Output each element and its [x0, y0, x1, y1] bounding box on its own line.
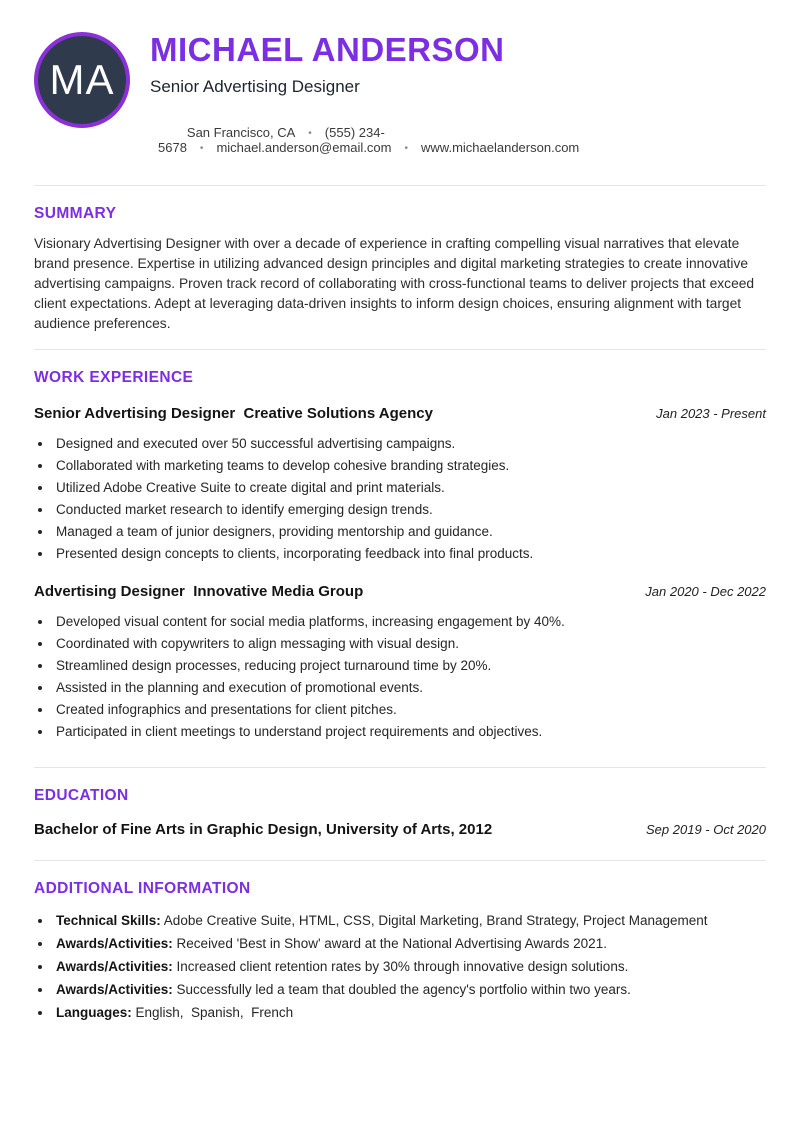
- education-dates: Sep 2019 - Oct 2020: [646, 822, 766, 838]
- contact-website: www.michaelanderson.com: [421, 140, 580, 156]
- job-bullet: • Assisted in the planning and execution of promotional events.: [53, 677, 766, 699]
- divider: [34, 349, 766, 350]
- job-header: [34, 583, 766, 600]
- info-label: Awards/Activities:: [56, 982, 173, 998]
- resume-header: [34, 30, 766, 170]
- job-bullet: • Designed and executed over 50 successful advertising campaigns.: [53, 433, 766, 455]
- job-header: [34, 405, 766, 422]
- dot-separator-icon: •: [308, 128, 312, 140]
- job-dates: Jan 2023 - Present: [656, 406, 766, 422]
- avatar-initials: MA: [49, 56, 115, 103]
- info-label: Awards/Activities:: [56, 959, 173, 975]
- work-experience-heading: WORK EXPERIENCE: [34, 369, 194, 387]
- info-label: Technical Skills:: [56, 913, 161, 929]
- additional-info-item: [53, 932, 766, 955]
- job-bullet: • Participated in client meetings to understand project requirements and objectives.: [53, 721, 766, 743]
- job-entry: [34, 583, 766, 743]
- additional-information-heading: ADDITIONAL INFORMATION: [34, 880, 251, 898]
- info-text: English, Spanish, French: [131, 1005, 294, 1021]
- info-text: Adobe Creative Suite, HTML, CSS, Digital Marketing, Brand Strategy, Project Management: [160, 913, 708, 929]
- info-label: Awards/Activities:: [56, 936, 173, 952]
- education-heading: EDUCATION: [34, 787, 129, 805]
- info-text: Received 'Best in Show' award at the National Advertising Awards 2021.: [172, 936, 607, 952]
- section-additional-information: [34, 880, 766, 1024]
- job-dates: Jan 2020 - Dec 2022: [645, 584, 766, 600]
- contact-row: [158, 110, 766, 170]
- dot-separator-icon: •: [404, 143, 409, 155]
- avatar: [34, 32, 130, 128]
- section-summary: [34, 205, 766, 334]
- job-bullet: • Conducted market research to identify emerging design trends.: [53, 499, 766, 521]
- education-degree: Bachelor of Fine Arts in Graphic Design, University of Arts, 2012: [34, 821, 493, 839]
- job-title-company: Senior Advertising Designer Creative Solutions Agency: [34, 405, 433, 423]
- additional-info-list: [34, 909, 766, 1024]
- job-title-company: Advertising Designer Innovative Media Group: [34, 583, 364, 601]
- info-text: Increased client retention rates by 30% through innovative design solutions.: [172, 959, 629, 975]
- job-bullet: • Presented design concepts to clients, incorporating feedback into final products.: [53, 543, 766, 565]
- info-label: Languages:: [56, 1005, 132, 1021]
- section-education: [34, 787, 766, 838]
- section-work-experience: [34, 369, 766, 743]
- divider: [34, 860, 766, 861]
- additional-info-item: [53, 1001, 766, 1024]
- job-entry: [34, 405, 766, 565]
- job-bullet-list: [34, 433, 766, 565]
- job-bullet: • Managed a team of junior designers, providing mentorship and guidance.: [53, 521, 766, 543]
- divider: [34, 767, 766, 768]
- job-bullet: • Collaborated with marketing teams to develop cohesive branding strategies.: [53, 455, 766, 477]
- contact-email: michael.anderson@email.com: [216, 140, 392, 156]
- summary-text: Visionary Advertising Designer with over a decade of experience in crafting compelling visual narratives that elevate brand presence. Expertise in utilizing advanced design principles and digital marketing strategies to create innovative advertising campaigns. Proven track record of collaborating with cross-functional teams to deliver projects that exceed client expectations. Adept at leveraging data-driven insights to inform design choices, ensuring alignment with target audience preferences.: [34, 236, 755, 332]
- job-bullet: • Streamlined design processes, reducing project turnaround time by 20%.: [53, 655, 766, 677]
- divider: [34, 185, 766, 186]
- job-bullet: • Utilized Adobe Creative Suite to create digital and print materials.: [53, 477, 766, 499]
- additional-info-item: [53, 978, 766, 1001]
- additional-info-item: [53, 955, 766, 978]
- dot-separator-icon: •: [199, 143, 204, 155]
- job-bullet: • Developed visual content for social media platforms, increasing engagement by 40%.: [53, 611, 766, 633]
- job-bullet-list: [34, 611, 766, 743]
- education-entry: [34, 821, 766, 838]
- header-info: [150, 30, 766, 170]
- info-text: Successfully led a team that doubled the agency's portfolio within two years.: [172, 982, 631, 998]
- summary-heading: SUMMARY: [34, 205, 117, 223]
- job-bullet: • Created infographics and presentations for client pitches.: [53, 699, 766, 721]
- contact-phone: (555) 234-5678: [158, 125, 385, 156]
- contact-location: San Francisco, CA: [186, 125, 296, 141]
- job-bullet: • Coordinated with copywriters to align messaging with visual design.: [53, 633, 766, 655]
- additional-info-item: [53, 909, 766, 932]
- name-heading: MICHAEL ANDERSON: [150, 31, 505, 68]
- headline-job-title: Senior Advertising Designer: [150, 77, 360, 97]
